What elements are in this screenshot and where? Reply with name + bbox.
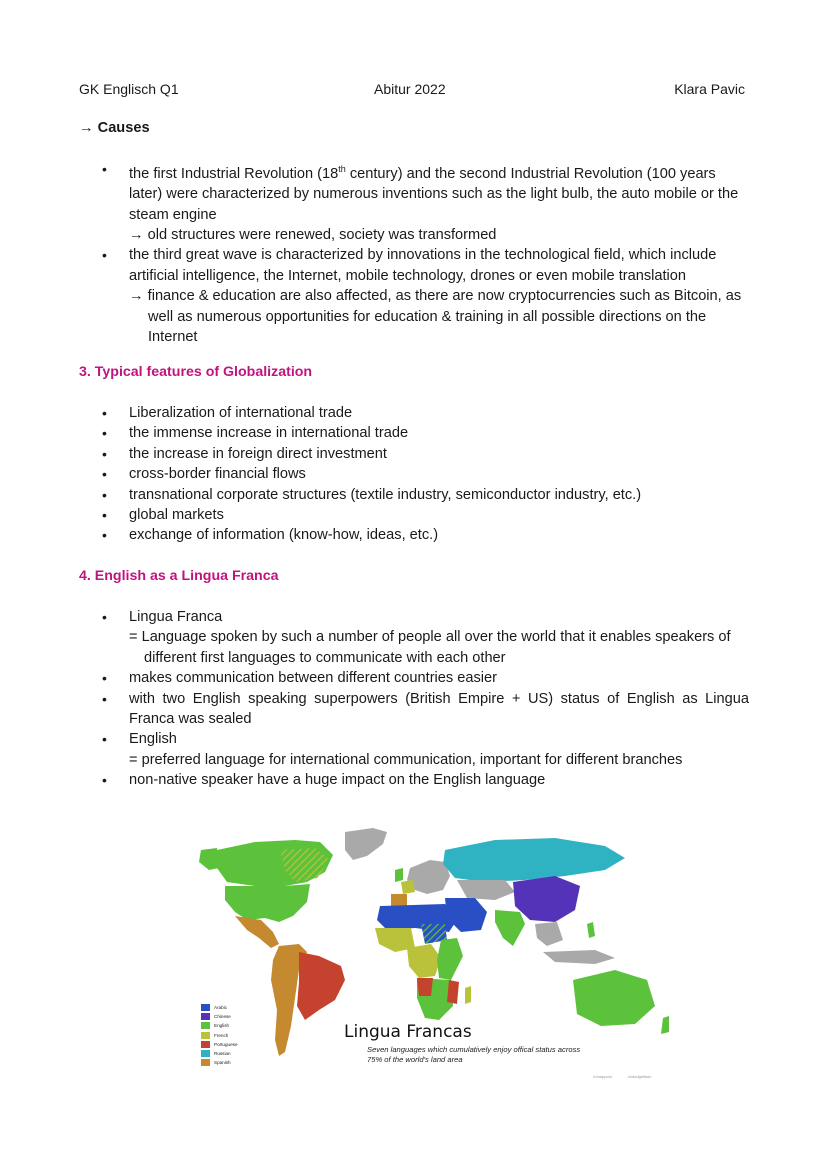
madagascar-region	[465, 986, 471, 1004]
iberia-region	[391, 894, 407, 906]
legend-item: French	[201, 1031, 238, 1040]
legend-item: English	[201, 1021, 238, 1030]
new-zealand-region	[661, 1016, 669, 1034]
mozambique-region	[447, 980, 459, 1004]
legend-item: Russian	[201, 1049, 238, 1058]
map-subtitle: Seven languages which cumulatively enjoy offical status across 75% of the world's land area	[367, 1045, 581, 1064]
australia-region	[573, 970, 655, 1026]
list-item-text: non-native speaker have a huge impact on the English language	[129, 772, 546, 789]
greenland-region	[345, 828, 387, 860]
legend-swatch	[201, 1050, 210, 1057]
list-item: • transnational corporate structures (textile industry, semiconductor industry, etc.)	[79, 485, 749, 505]
list-item-subtext: = Language spoken by such a number of people all over the world that it enables speakers of different first languages to communicate with each other	[129, 629, 731, 666]
list-item-text: the first Industrial Revolution (18th century) and the second Industrial Revolution (100 years later) were characterized by numerous inventions such as the light bulb, the auto mobile or the steam engine	[129, 164, 739, 223]
southeast-asia-region	[535, 922, 563, 946]
list-item-text: the third great wave is characterized by innovations in the technological field, which include artificial intelligence, the Internet, mobile technology, drones or even mobile translation	[129, 247, 717, 284]
legend-item: Arabic	[201, 1003, 238, 1012]
list-item: • Liberalization of international trade	[79, 403, 749, 423]
list-item: • exchange of information (know-how, ideas, etc.)	[79, 525, 749, 545]
list-item	[79, 689, 749, 730]
list-item-subtext: → finance & education are also affected, as there are now cryptocurrencies such as Bitcoin, as well as numerous opportunities for education & training in all possible directions on the Internet	[129, 288, 742, 346]
course-label: GK Englisch Q1	[79, 81, 179, 97]
list-item-text: Lingua Franca	[129, 609, 223, 625]
section-3-title: 3. Typical features of Globalization	[79, 364, 313, 380]
list-item	[79, 668, 749, 688]
legend-item: Chinese	[201, 1012, 238, 1021]
legend-swatch	[201, 1013, 210, 1020]
legend-item: Portuguese	[201, 1040, 238, 1049]
lingua-franca-map	[195, 820, 675, 1085]
causes-heading: → Causes	[79, 120, 150, 136]
france-region	[401, 880, 415, 894]
list-item-subtext: → old structures were renewed, society was transformed	[129, 227, 497, 244]
causes-list	[79, 159, 749, 348]
page-header	[79, 81, 745, 99]
exam-label: Abitur 2022	[374, 81, 446, 97]
list-item-subtext: = preferred language for international communication, important for different branches	[129, 751, 683, 768]
brazil-region	[297, 952, 345, 1020]
mexico-region	[235, 916, 279, 948]
legend-swatch	[201, 1032, 210, 1039]
list-item: • the increase in foreign direct investment	[79, 444, 749, 464]
credit-text: /u/dodgeflash	[627, 1074, 652, 1079]
legend-swatch	[201, 1059, 210, 1066]
list-item: • the immense increase in international trade	[79, 423, 749, 443]
list-item	[79, 770, 749, 790]
russia-region	[443, 838, 625, 882]
list-item	[79, 159, 749, 245]
list-item-text: English	[129, 731, 177, 748]
alaska-region	[199, 848, 219, 870]
central-asia-region	[457, 880, 515, 900]
legend-swatch	[201, 1022, 210, 1029]
legend-swatch	[201, 1041, 210, 1048]
map-legend	[201, 1003, 238, 1067]
map-credits	[593, 1074, 666, 1079]
list-item-text: makes communication between different countries easier	[129, 670, 498, 687]
central-africa-region	[407, 944, 441, 978]
map-title: Lingua Francas	[344, 1022, 472, 1042]
list-item: • global markets	[79, 505, 749, 525]
legend-swatch	[201, 1004, 210, 1011]
uk-region	[395, 868, 403, 882]
india-region	[495, 910, 525, 946]
china-region	[513, 876, 580, 922]
features-list	[79, 403, 749, 546]
list-item	[79, 245, 749, 347]
list-item	[79, 607, 749, 668]
philippines-region	[587, 922, 595, 938]
list-item-text: with two English speaking superpowers (British Empire + US) status of English as Lingua Franca was sealed	[129, 690, 749, 728]
credit-text: /r/mapporn	[593, 1074, 613, 1079]
usa-region	[225, 884, 310, 922]
lingua-franca-list	[79, 607, 749, 791]
section-4-title: 4. English as a Lingua Franca	[79, 568, 279, 584]
indonesia-region	[543, 950, 615, 964]
author-label: Klara Pavic	[674, 81, 745, 97]
east-africa-region	[437, 938, 463, 980]
legend-item: Spanish	[201, 1058, 238, 1067]
angola-region	[417, 978, 433, 996]
list-item: • cross-border financial flows	[79, 464, 749, 484]
list-item	[79, 729, 749, 770]
